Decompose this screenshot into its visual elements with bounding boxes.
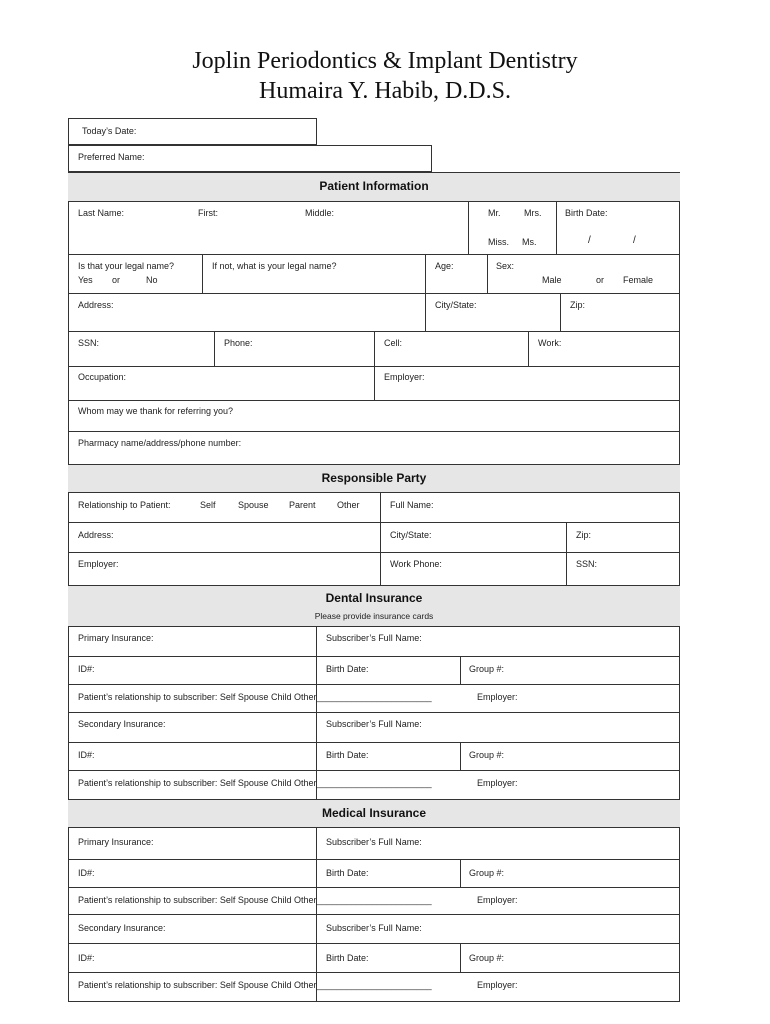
rp-parent-option[interactable]: Parent (289, 500, 316, 510)
occupation-label: Occupation: (78, 372, 127, 382)
sex-or-text: or (596, 275, 605, 285)
age-label: Age: (435, 261, 454, 271)
birth-date-slash-1: / (588, 235, 591, 246)
referral-label: Whom may we thank for referring you? (78, 406, 234, 416)
dental-primary-birth-date-label: Birth Date: (326, 664, 369, 674)
rp-city-state-label: City/State: (390, 530, 432, 540)
first-name-label: First: (198, 208, 218, 218)
legal-name-question: Is that your legal name? (78, 261, 175, 271)
title-mr[interactable]: Mr. (488, 208, 501, 218)
sex-male-option[interactable]: Male (542, 275, 562, 285)
phone-label: Phone: (224, 338, 253, 348)
sex-female-option[interactable]: Female (623, 275, 654, 285)
medical-primary-birth-date-label: Birth Date: (326, 868, 369, 878)
rp-ssn-label: SSN: (576, 559, 598, 569)
rp-spouse-option[interactable]: Spouse (238, 500, 269, 510)
medical-secondary-subscriber-label: Subscriber’s Full Name: (326, 923, 422, 933)
legal-or-text: or (112, 275, 121, 285)
address-label: Address: (78, 300, 114, 310)
rp-zip-label: Zip: (576, 530, 592, 540)
rp-address-label: Address: (78, 530, 114, 540)
doctor-name: Humaira Y. Habib, D.D.S. (259, 78, 511, 104)
cell-label: Cell: (384, 338, 403, 348)
zip-label: Zip: (570, 300, 586, 310)
rp-self-option[interactable]: Self (200, 500, 216, 510)
title-miss[interactable]: Miss. (488, 237, 509, 247)
medical-insurance-heading: Medical Insurance (321, 806, 427, 820)
legal-name-if-not-label: If not, what is your legal name? (212, 261, 337, 271)
pharmacy-label: Pharmacy name/address/phone number: (78, 438, 242, 448)
patient-info-heading: Patient Information (319, 179, 429, 193)
title-mrs[interactable]: Mrs. (524, 208, 542, 218)
dental-primary-group-label: Group #: (469, 664, 505, 674)
dental-secondary-group-label: Group #: (469, 750, 505, 760)
responsible-party-heading: Responsible Party (321, 471, 427, 485)
work-label: Work: (538, 338, 562, 348)
todays-date-label: Today’s Date: (82, 126, 137, 136)
medical-secondary-employer-label: Employer: (477, 980, 518, 990)
legal-yes-option[interactable]: Yes (78, 275, 93, 285)
dental-secondary-id-label: ID#: (78, 750, 95, 760)
sex-label: Sex: (496, 261, 515, 271)
preferred-name-label: Preferred Name: (78, 152, 145, 162)
medical-secondary-birth-date-label: Birth Date: (326, 953, 369, 963)
dental-secondary-insurance-label: Secondary Insurance: (78, 719, 166, 729)
medical-primary-subscriber-label: Subscriber’s Full Name: (326, 837, 422, 847)
rp-relationship-label: Relationship to Patient: (78, 500, 171, 510)
city-state-label: City/State: (435, 300, 477, 310)
dental-primary-insurance-label: Primary Insurance: (78, 633, 154, 643)
dental-secondary-subscriber-label: Subscriber’s Full Name: (326, 719, 422, 729)
dental-primary-subscriber-label: Subscriber’s Full Name: (326, 633, 422, 643)
medical-primary-group-label: Group #: (469, 868, 505, 878)
rp-employer-label: Employer: (78, 559, 119, 569)
medical-secondary-id-label: ID#: (78, 953, 95, 963)
birth-date-label: Birth Date: (565, 208, 608, 218)
medical-primary-insurance-label: Primary Insurance: (78, 837, 154, 847)
dental-primary-id-label: ID#: (78, 664, 95, 674)
birth-date-slash-2: / (633, 235, 636, 246)
last-name-label: Last Name: (78, 208, 125, 218)
rp-other-option[interactable]: Other (337, 500, 360, 510)
legal-no-option[interactable]: No (146, 275, 158, 285)
employer-label: Employer: (384, 372, 425, 382)
medical-primary-employer-label: Employer: (477, 895, 518, 905)
ssn-label: SSN: (78, 338, 100, 348)
medical-secondary-group-label: Group #: (469, 953, 505, 963)
dental-insurance-heading: Dental Insurance (325, 591, 423, 605)
middle-name-label: Middle: (305, 208, 335, 218)
dental-secondary-birth-date-label: Birth Date: (326, 750, 369, 760)
rp-work-phone-label: Work Phone: (390, 559, 442, 569)
title-ms[interactable]: Ms. (522, 237, 537, 247)
medical-secondary-relationship-label: Patient’s relationship to subscriber: Self Spouse Child Other_______________________ (78, 980, 432, 990)
medical-primary-relationship-label: Patient’s relationship to subscriber: Self Spouse Child Other_______________________ (78, 895, 432, 905)
dental-primary-employer-label: Employer: (477, 692, 518, 702)
dental-primary-relationship-label: Patient’s relationship to subscriber: Self Spouse Child Other_______________________ (78, 692, 432, 702)
medical-secondary-insurance-label: Secondary Insurance: (78, 923, 166, 933)
practice-name: Joplin Periodontics & Implant Dentistry (192, 48, 578, 74)
dental-secondary-relationship-label: Patient’s relationship to subscriber: Self Spouse Child Other_______________________ (78, 778, 432, 788)
dental-secondary-employer-label: Employer: (477, 778, 518, 788)
medical-primary-id-label: ID#: (78, 868, 95, 878)
dental-insurance-subheading: Please provide insurance cards (314, 611, 434, 621)
rp-full-name-label: Full Name: (390, 500, 434, 510)
